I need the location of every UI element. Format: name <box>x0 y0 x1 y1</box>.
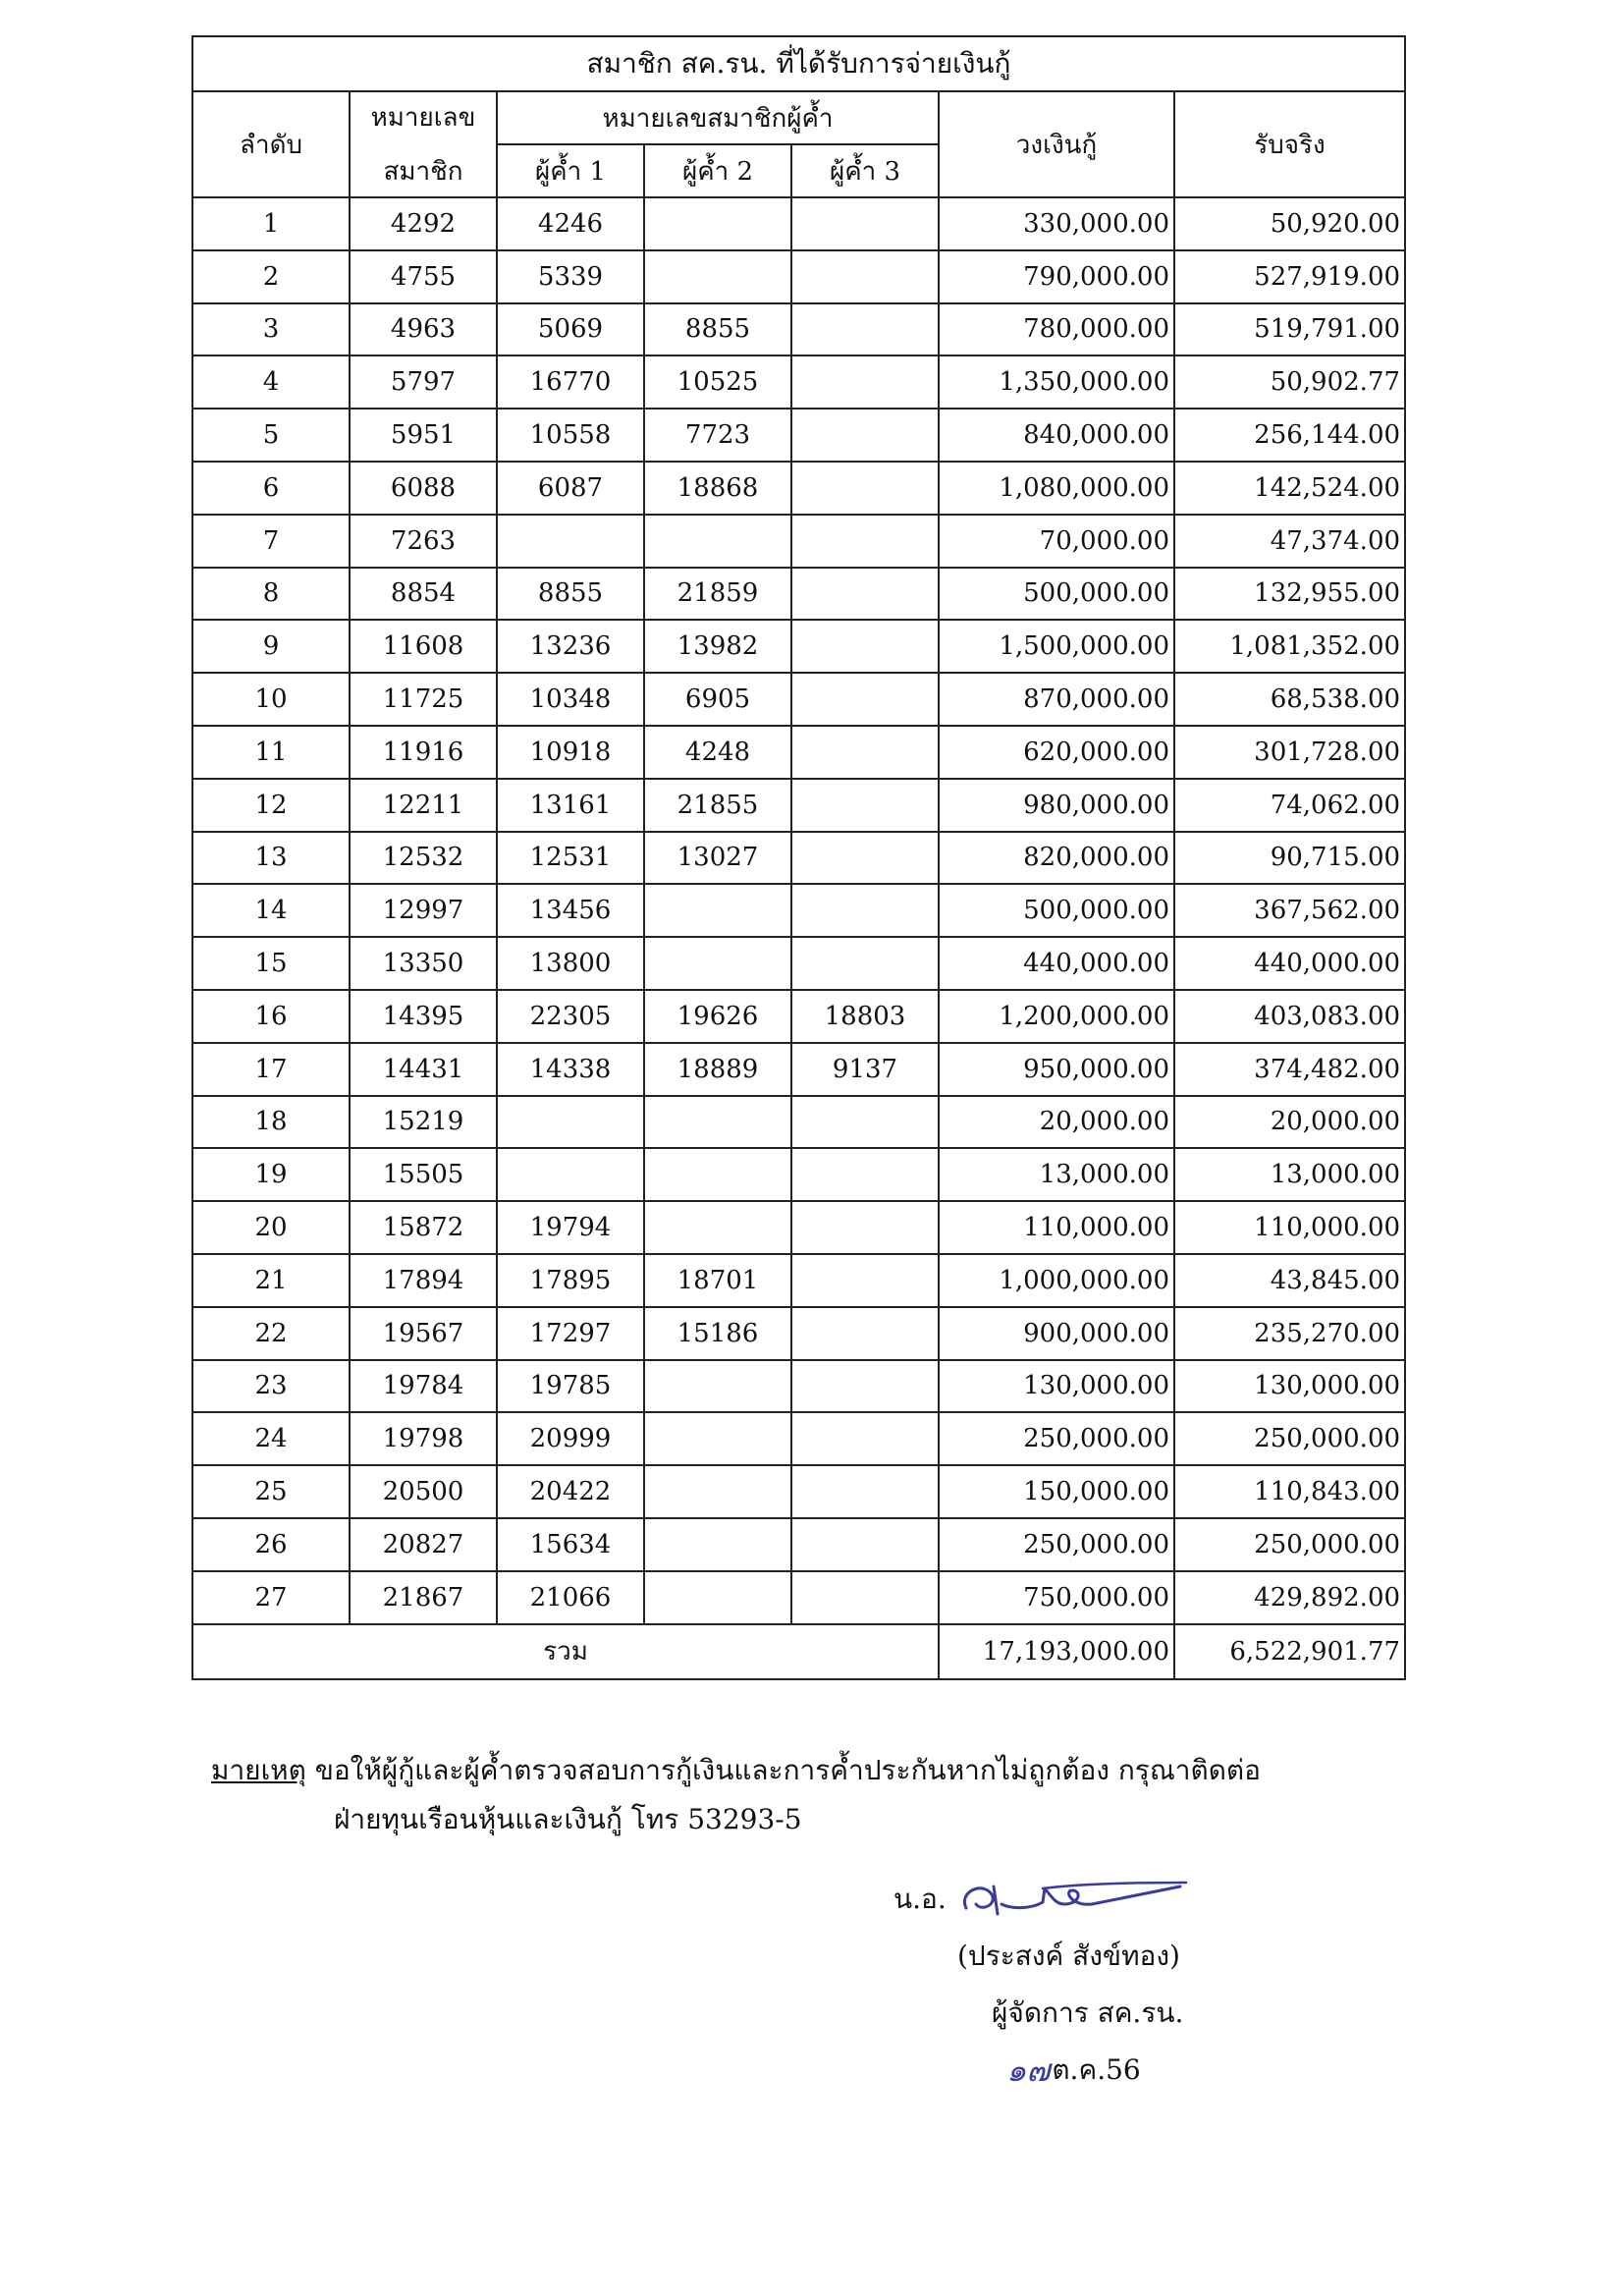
cell-loan-amount: 620,000.00 <box>939 726 1174 779</box>
signature-line <box>893 1871 1190 1928</box>
table-row <box>192 303 1405 356</box>
table-row <box>192 409 1405 462</box>
cell-guarantor-1: 10918 <box>497 726 644 779</box>
cell-member-no: 11608 <box>350 620 497 673</box>
cell-loan-amount: 780,000.00 <box>939 303 1174 356</box>
cell-guarantor-1: 17297 <box>497 1307 644 1360</box>
cell-guarantor-3 <box>791 779 939 832</box>
cell-guarantor-2 <box>644 884 791 937</box>
cell-order: 13 <box>192 832 350 885</box>
cell-order: 8 <box>192 568 350 621</box>
total-received: 6,522,901.77 <box>1174 1624 1405 1679</box>
cell-member-no: 5951 <box>350 409 497 462</box>
header-loan-amount: วงเงินกู้ <box>939 91 1174 197</box>
cell-guarantor-1: 13800 <box>497 937 644 990</box>
cell-guarantor-1: 20422 <box>497 1465 644 1518</box>
remark-text-2: ฝ่ายทุนเรือนหุ้นและเงินกู้ โทร 53293-5 <box>334 1803 802 1835</box>
table-row <box>192 197 1405 250</box>
cell-guarantor-2 <box>644 1096 791 1149</box>
table-row <box>192 779 1405 832</box>
table-row <box>192 250 1405 303</box>
cell-order: 21 <box>192 1254 350 1307</box>
cell-guarantor-2: 18889 <box>644 1043 791 1096</box>
header-member-no <box>350 91 497 197</box>
cell-guarantor-3 <box>791 1412 939 1465</box>
cell-guarantor-3 <box>791 884 939 937</box>
cell-received: 235,270.00 <box>1174 1307 1405 1360</box>
cell-guarantor-1 <box>497 1096 644 1149</box>
loan-disbursement-table <box>191 35 1406 1680</box>
cell-member-no: 11916 <box>350 726 497 779</box>
total-loan-amount: 17,193,000.00 <box>939 1624 1174 1679</box>
cell-guarantor-3 <box>791 1096 939 1149</box>
cell-member-no: 20827 <box>350 1518 497 1571</box>
table-row <box>192 1465 1405 1518</box>
table-row <box>192 990 1405 1043</box>
cell-member-no: 15872 <box>350 1201 497 1254</box>
cell-received: 74,062.00 <box>1174 779 1405 832</box>
cell-guarantor-2 <box>644 515 791 568</box>
cell-received: 13,000.00 <box>1174 1148 1405 1201</box>
cell-guarantor-3 <box>791 620 939 673</box>
cell-loan-amount: 13,000.00 <box>939 1148 1174 1201</box>
cell-member-no: 4963 <box>350 303 497 356</box>
cell-loan-amount: 70,000.00 <box>939 515 1174 568</box>
cell-member-no: 20500 <box>350 1465 497 1518</box>
cell-member-no: 12532 <box>350 832 497 885</box>
cell-member-no: 8854 <box>350 568 497 621</box>
cell-guarantor-3 <box>791 1148 939 1201</box>
cell-received: 256,144.00 <box>1174 409 1405 462</box>
cell-guarantor-2: 4248 <box>644 726 791 779</box>
table-row <box>192 620 1405 673</box>
cell-member-no: 14395 <box>350 990 497 1043</box>
cell-guarantor-3 <box>791 1201 939 1254</box>
table-row <box>192 1360 1405 1413</box>
cell-guarantor-1 <box>497 1148 644 1201</box>
cell-order: 1 <box>192 197 350 250</box>
cell-guarantor-1: 15634 <box>497 1518 644 1571</box>
cell-guarantor-3: 9137 <box>791 1043 939 1096</box>
cell-member-no: 4292 <box>350 197 497 250</box>
cell-received: 110,843.00 <box>1174 1465 1405 1518</box>
cell-order: 22 <box>192 1307 350 1360</box>
remark <box>211 1746 1261 1844</box>
cell-guarantor-1: 12531 <box>497 832 644 885</box>
cell-guarantor-2 <box>644 1148 791 1201</box>
cell-guarantor-1 <box>497 515 644 568</box>
table-row <box>192 1412 1405 1465</box>
cell-loan-amount: 870,000.00 <box>939 673 1174 726</box>
cell-member-no: 15219 <box>350 1096 497 1149</box>
cell-guarantor-2 <box>644 1201 791 1254</box>
cell-order: 17 <box>192 1043 350 1096</box>
cell-loan-amount: 440,000.00 <box>939 937 1174 990</box>
cell-guarantor-3 <box>791 250 939 303</box>
handwritten-date: ๑๗ <box>1006 2051 1051 2089</box>
handwritten-signature <box>954 1875 1190 1924</box>
cell-guarantor-3 <box>791 673 939 726</box>
signature-date <box>893 2042 1190 2099</box>
cell-guarantor-3: 18803 <box>791 990 939 1043</box>
cell-order: 3 <box>192 303 350 356</box>
cell-loan-amount: 1,500,000.00 <box>939 620 1174 673</box>
cell-received: 440,000.00 <box>1174 937 1405 990</box>
cell-loan-amount: 790,000.00 <box>939 250 1174 303</box>
cell-received: 20,000.00 <box>1174 1096 1405 1149</box>
cell-order: 18 <box>192 1096 350 1149</box>
cell-guarantor-1: 20999 <box>497 1412 644 1465</box>
cell-order: 10 <box>192 673 350 726</box>
table-row <box>192 1307 1405 1360</box>
cell-member-no: 15505 <box>350 1148 497 1201</box>
cell-guarantor-2: 21859 <box>644 568 791 621</box>
cell-guarantor-1: 10558 <box>497 409 644 462</box>
cell-loan-amount: 130,000.00 <box>939 1360 1174 1413</box>
cell-received: 403,083.00 <box>1174 990 1405 1043</box>
cell-order: 23 <box>192 1360 350 1413</box>
cell-received: 47,374.00 <box>1174 515 1405 568</box>
cell-guarantor-3 <box>791 462 939 515</box>
cell-received: 142,524.00 <box>1174 462 1405 515</box>
cell-guarantor-1: 13236 <box>497 620 644 673</box>
cell-guarantor-1: 10348 <box>497 673 644 726</box>
header-guarantor-2: ผู้ค้ำ 2 <box>644 144 791 197</box>
cell-guarantor-2 <box>644 937 791 990</box>
cell-guarantor-3 <box>791 1465 939 1518</box>
table-row <box>192 1043 1405 1096</box>
cell-received: 90,715.00 <box>1174 832 1405 885</box>
remark-line-1 <box>211 1746 1261 1795</box>
cell-order: 26 <box>192 1518 350 1571</box>
cell-member-no: 19567 <box>350 1307 497 1360</box>
cell-loan-amount: 1,350,000.00 <box>939 355 1174 409</box>
cell-order: 11 <box>192 726 350 779</box>
table-row <box>192 1571 1405 1624</box>
table-row <box>192 1201 1405 1254</box>
cell-guarantor-3 <box>791 832 939 885</box>
cell-guarantor-1: 13456 <box>497 884 644 937</box>
cell-loan-amount: 330,000.00 <box>939 197 1174 250</box>
header-guarantor-1: ผู้ค้ำ 1 <box>497 144 644 197</box>
cell-guarantor-1: 6087 <box>497 462 644 515</box>
cell-loan-amount: 1,200,000.00 <box>939 990 1174 1043</box>
cell-loan-amount: 750,000.00 <box>939 1571 1174 1624</box>
table-row <box>192 462 1405 515</box>
cell-received: 110,000.00 <box>1174 1201 1405 1254</box>
header-member-no-line1: หมายเลข <box>370 103 476 133</box>
cell-guarantor-2: 8855 <box>644 303 791 356</box>
cell-received: 429,892.00 <box>1174 1571 1405 1624</box>
table-row <box>192 568 1405 621</box>
cell-guarantor-2: 13982 <box>644 620 791 673</box>
cell-member-no: 12211 <box>350 779 497 832</box>
cell-received: 1,081,352.00 <box>1174 620 1405 673</box>
cell-guarantor-1: 14338 <box>497 1043 644 1096</box>
cell-guarantor-3 <box>791 515 939 568</box>
cell-loan-amount: 110,000.00 <box>939 1201 1174 1254</box>
cell-guarantor-2 <box>644 1412 791 1465</box>
cell-guarantor-1: 22305 <box>497 990 644 1043</box>
cell-order: 27 <box>192 1571 350 1624</box>
cell-guarantor-1: 19785 <box>497 1360 644 1413</box>
header-order: ลำดับ <box>192 91 350 197</box>
cell-loan-amount: 1,080,000.00 <box>939 462 1174 515</box>
cell-guarantor-3 <box>791 409 939 462</box>
cell-order: 2 <box>192 250 350 303</box>
date-suffix: ต.ค.56 <box>1052 2053 1141 2086</box>
cell-guarantor-1: 16770 <box>497 355 644 409</box>
cell-guarantor-2: 13027 <box>644 832 791 885</box>
cell-guarantor-1: 8855 <box>497 568 644 621</box>
cell-guarantor-1: 5339 <box>497 250 644 303</box>
cell-member-no: 7263 <box>350 515 497 568</box>
cell-order: 19 <box>192 1148 350 1201</box>
cell-order: 14 <box>192 884 350 937</box>
cell-member-no: 19784 <box>350 1360 497 1413</box>
cell-guarantor-2: 18868 <box>644 462 791 515</box>
table-row <box>192 884 1405 937</box>
header-received: รับจริง <box>1174 91 1405 197</box>
cell-order: 5 <box>192 409 350 462</box>
cell-guarantor-2: 21855 <box>644 779 791 832</box>
cell-loan-amount: 500,000.00 <box>939 568 1174 621</box>
cell-received: 43,845.00 <box>1174 1254 1405 1307</box>
cell-guarantor-3 <box>791 1360 939 1413</box>
cell-received: 519,791.00 <box>1174 303 1405 356</box>
cell-loan-amount: 250,000.00 <box>939 1518 1174 1571</box>
cell-received: 50,920.00 <box>1174 197 1405 250</box>
cell-order: 20 <box>192 1201 350 1254</box>
cell-order: 16 <box>192 990 350 1043</box>
cell-received: 374,482.00 <box>1174 1043 1405 1096</box>
cell-order: 15 <box>192 937 350 990</box>
cell-guarantor-3 <box>791 1518 939 1571</box>
cell-guarantor-3 <box>791 1307 939 1360</box>
table-row <box>192 1254 1405 1307</box>
cell-received: 367,562.00 <box>1174 884 1405 937</box>
cell-member-no: 17894 <box>350 1254 497 1307</box>
cell-loan-amount: 20,000.00 <box>939 1096 1174 1149</box>
table-row <box>192 1148 1405 1201</box>
cell-received: 132,955.00 <box>1174 568 1405 621</box>
cell-order: 4 <box>192 355 350 409</box>
cell-guarantor-3 <box>791 568 939 621</box>
cell-order: 9 <box>192 620 350 673</box>
cell-loan-amount: 500,000.00 <box>939 884 1174 937</box>
cell-loan-amount: 840,000.00 <box>939 409 1174 462</box>
cell-guarantor-1: 17895 <box>497 1254 644 1307</box>
cell-loan-amount: 1,000,000.00 <box>939 1254 1174 1307</box>
table-row <box>192 1096 1405 1149</box>
table-row <box>192 937 1405 990</box>
cell-loan-amount: 820,000.00 <box>939 832 1174 885</box>
header-member-no-line2: สมาชิก <box>383 157 463 187</box>
cell-guarantor-3 <box>791 355 939 409</box>
signature-block <box>893 1871 1190 2099</box>
cell-guarantor-1: 5069 <box>497 303 644 356</box>
cell-loan-amount: 150,000.00 <box>939 1465 1174 1518</box>
cell-member-no: 4755 <box>350 250 497 303</box>
header-guarantor-group: หมายเลขสมาชิกผู้ค้ำ <box>497 91 939 144</box>
cell-received: 68,538.00 <box>1174 673 1405 726</box>
signature-prefix: น.อ. <box>893 1883 947 1915</box>
cell-guarantor-2: 19626 <box>644 990 791 1043</box>
cell-guarantor-2 <box>644 197 791 250</box>
total-label: รวม <box>192 1624 939 1679</box>
table-row <box>192 515 1405 568</box>
table-body <box>192 197 1405 1624</box>
cell-received: 130,000.00 <box>1174 1360 1405 1413</box>
cell-loan-amount: 250,000.00 <box>939 1412 1174 1465</box>
cell-loan-amount: 980,000.00 <box>939 779 1174 832</box>
cell-guarantor-3 <box>791 197 939 250</box>
cell-guarantor-3 <box>791 1571 939 1624</box>
cell-loan-amount: 900,000.00 <box>939 1307 1174 1360</box>
cell-member-no: 5797 <box>350 355 497 409</box>
cell-guarantor-2 <box>644 1571 791 1624</box>
cell-received: 250,000.00 <box>1174 1518 1405 1571</box>
header-guarantor-3: ผู้ค้ำ 3 <box>791 144 939 197</box>
cell-order: 25 <box>192 1465 350 1518</box>
cell-order: 7 <box>192 515 350 568</box>
cell-guarantor-3 <box>791 1254 939 1307</box>
cell-guarantor-2 <box>644 1360 791 1413</box>
cell-guarantor-3 <box>791 303 939 356</box>
remark-label: มายเหตุ <box>211 1754 306 1786</box>
cell-member-no: 6088 <box>350 462 497 515</box>
cell-guarantor-2: 7723 <box>644 409 791 462</box>
cell-guarantor-1: 19794 <box>497 1201 644 1254</box>
cell-guarantor-2: 15186 <box>644 1307 791 1360</box>
cell-received: 50,902.77 <box>1174 355 1405 409</box>
cell-received: 527,919.00 <box>1174 250 1405 303</box>
table-row <box>192 355 1405 409</box>
cell-member-no: 21867 <box>350 1571 497 1624</box>
cell-member-no: 12997 <box>350 884 497 937</box>
cell-order: 24 <box>192 1412 350 1465</box>
table-row <box>192 832 1405 885</box>
cell-guarantor-1: 13161 <box>497 779 644 832</box>
signer-name: (ประสงค์ สังข์ทอง) <box>957 1940 1180 1972</box>
cell-loan-amount: 950,000.00 <box>939 1043 1174 1096</box>
table-row <box>192 726 1405 779</box>
cell-member-no: 14431 <box>350 1043 497 1096</box>
cell-order: 6 <box>192 462 350 515</box>
cell-guarantor-3 <box>791 726 939 779</box>
cell-order: 12 <box>192 779 350 832</box>
cell-received: 250,000.00 <box>1174 1412 1405 1465</box>
cell-member-no: 13350 <box>350 937 497 990</box>
table-row <box>192 673 1405 726</box>
cell-received: 301,728.00 <box>1174 726 1405 779</box>
cell-guarantor-2 <box>644 1518 791 1571</box>
cell-member-no: 19798 <box>350 1412 497 1465</box>
cell-guarantor-2: 6905 <box>644 673 791 726</box>
signer-title: ผู้จัดการ สค.รน. <box>992 1996 1184 2029</box>
cell-guarantor-2 <box>644 250 791 303</box>
cell-guarantor-1: 21066 <box>497 1571 644 1624</box>
remark-text-1: ขอให้ผู้กู้และผู้ค้ำตรวจสอบการกู้เงินและการค้ำประกันหากไม่ถูกต้อง กรุณาติดต่อ <box>314 1754 1261 1786</box>
table-row <box>192 1518 1405 1571</box>
total-row <box>192 1624 1405 1679</box>
cell-guarantor-2: 18701 <box>644 1254 791 1307</box>
cell-guarantor-2: 10525 <box>644 355 791 409</box>
cell-member-no: 11725 <box>350 673 497 726</box>
table-title: สมาชิก สค.รน. ที่ได้รับการจ่ายเงินกู้ <box>192 36 1405 91</box>
cell-guarantor-2 <box>644 1465 791 1518</box>
cell-guarantor-1: 4246 <box>497 197 644 250</box>
cell-guarantor-3 <box>791 937 939 990</box>
